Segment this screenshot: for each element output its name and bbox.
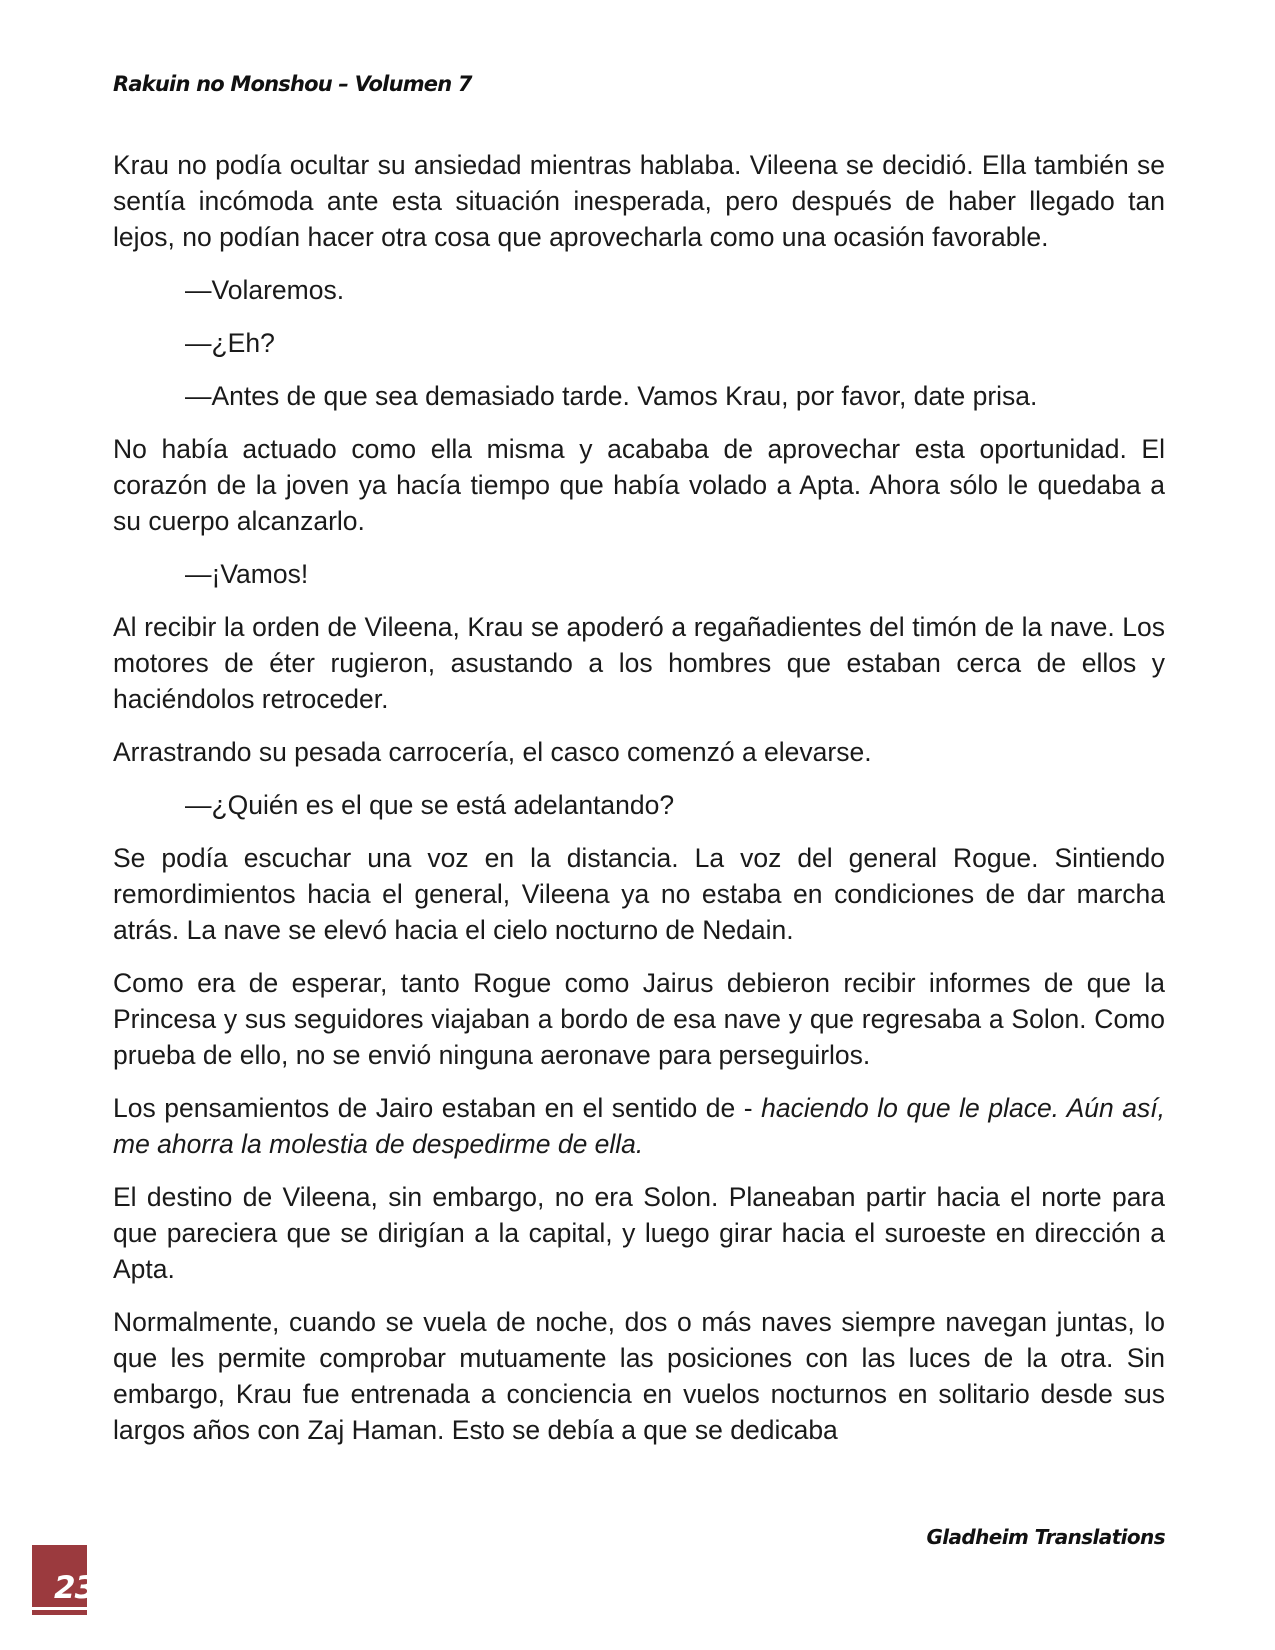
dialog-line: —Volaremos. (185, 275, 345, 305)
page-body (113, 147, 1165, 1465)
paragraph: No había actuado como ella misma y acababa de aprovechar esta oportunidad. El corazón de la joven ya hacía tiempo que había volado a Apta. Ahora sólo le quedaba a su cuerpo alcanzarlo. (113, 434, 1165, 536)
paragraph: El destino de Vileena, sin embargo, no era Solon. Planeaban partir hacia el norte para que pareciera que se dirigían a la capital, y luego girar hacia el suroeste en dirección a Apta. (113, 1182, 1165, 1284)
paragraph-mixed (113, 1090, 1165, 1162)
page-number-badge (32, 1545, 96, 1615)
paragraph: Se podía escuchar una voz en la distancia. La voz del general Rogue. Sintiendo remordimientos hacia el general, Vileena ya no estaba en condiciones de dar marcha atrás. La nave se elevó hacia el cielo nocturno de Nedain. (113, 843, 1165, 945)
dialog-line: —¡Vamos! (185, 559, 309, 589)
paragraph: Arrastrando su pesada carrocería, el casco comenzó a elevarse. (113, 737, 872, 767)
paragraph: Normalmente, cuando se vuela de noche, dos o más naves siempre navegan juntas, lo que les permite comprobar mutuamente las posiciones con las luces de la otra. Sin embargo, Krau fue entrenada a conciencia en vuelos nocturnos en solitario desde sus largos años con Zaj Haman. Esto se debía a que se dedicaba (113, 1307, 1165, 1445)
paragraph: Como era de esperar, tanto Rogue como Jairus debieron recibir informes de que la Princesa y sus seguidores viajaban a bordo de esa nave y que regresaba a Solon. Como prueba de ello, no se envió ninguna aeronave para perseguirlos. (113, 968, 1165, 1070)
dialog-line: —¿Eh? (185, 328, 275, 358)
paragraph: Al recibir la orden de Vileena, Krau se apoderó a regañadientes del timón de la nave. Los motores de éter rugieron, asustando a los hombres que estaban cerca de ellos y haciéndolos retroceder. (113, 612, 1165, 714)
footer-brand: Gladheim Translations (926, 1525, 1165, 1549)
page-number-underline (32, 1607, 87, 1610)
paragraph-text: Los pensamientos de Jairo estaban en el sentido de - (113, 1093, 762, 1123)
dialog-line: —¿Quién es el que se está adelantando? (185, 790, 675, 820)
paragraph: Krau no podía ocultar su ansiedad mientras hablaba. Vileena se decidió. Ella también se sentía incómoda ante esta situación inesperada, pero después de haber llegado tan lejos, no podían hacer otra cosa que aprovecharla como una ocasión favorable. (113, 150, 1165, 252)
italic-thought: haciendo lo que le place. Aún así, me ahorra la molestia de despedirme de ella. (113, 1093, 1165, 1159)
page-number: 23 (54, 1570, 96, 1606)
dialog-line: —Antes de que sea demasiado tarde. Vamos Krau, por favor, date prisa. (185, 381, 1038, 411)
running-header: Rakuin no Monshou – Volumen 7 (113, 72, 472, 96)
